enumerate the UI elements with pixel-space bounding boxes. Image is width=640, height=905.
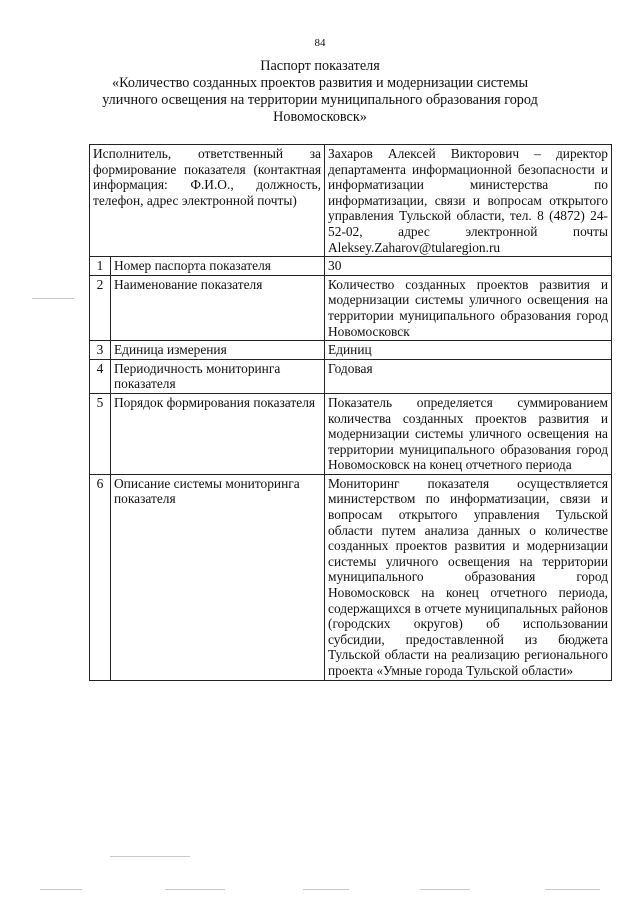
title-line: Новомосковск» [273,109,367,125]
scan-artifact [110,856,190,857]
table-row [90,275,612,340]
row-label: Единица измерения [111,341,325,360]
row-value: Количество созданных проектов развития и модернизации системы уличного освещения на территории муниципального образования город Новомосковск [325,275,612,340]
executor-contact: Захаров Алексей Викторович – директор департамента информационной безопасности и информатизации министерства по информатизации, связи и вопросам открытого управления Тульской области, тел. 8 (4872) 24-52-02, адрес электронной почты Aleksey.Zaharov@tularegion.ru [325,145,612,257]
scan-artifact [420,889,470,890]
row-number: 4 [90,359,111,393]
scan-artifact [40,889,82,890]
executor-label: Исполнитель, ответственный за формирование показателя (контактная информация: Ф.И.О., должность, телефон, адрес электронной почты) [90,145,325,257]
row-number: 3 [90,341,111,360]
table-row [90,257,612,276]
row-value: Показатель определяется суммированием количества созданных проектов развития и модернизации системы уличного освещения на территории муниципального образования город Новомосковск на конец отчетного периода [325,393,612,474]
table-row [90,393,612,474]
row-number: 2 [90,275,111,340]
row-value: 30 [325,257,612,276]
row-number: 5 [90,393,111,474]
row-number: 1 [90,257,111,276]
row-value: Мониторинг показателя осуществляется министерством по информатизации, связи и вопросам открытого управления Тульской области путем анализа данных о количестве созданных проектов развития и модернизации системы уличного освещения на территории муниципального образования город Новомосковск на конец отчетного периода, содержащихся в отчете муниципальных районов (городских округов) об использовании субсидии, предоставленной из бюджета Тульской области на реализацию регионального проекта «Умные города Тульской области» [325,474,612,680]
document-title [60,58,580,126]
table-row [90,474,612,680]
table-row-executor [90,145,612,257]
scan-artifact [165,889,225,890]
row-label: Порядок формирования показателя [111,393,325,474]
row-number: 6 [90,474,111,680]
table-row [90,359,612,393]
page-number: 84 [314,37,326,49]
title-line: уличного освещения на территории муниципального образования город [102,92,538,108]
row-label: Номер паспорта показателя [111,257,325,276]
row-value: Годовая [325,359,612,393]
row-label: Описание системы мониторинга показателя [111,474,325,680]
row-label: Наименование показателя [111,275,325,340]
title-line: «Количество созданных проектов развития и модернизации системы [111,75,529,91]
scan-artifact [32,298,74,299]
passport-table [89,144,612,681]
row-label: Периодичность мониторинга показателя [111,359,325,393]
row-value: Единиц [325,341,612,360]
scan-artifact [545,889,600,890]
scan-artifact [303,889,349,890]
title-line: Паспорт показателя [260,58,380,74]
table-row [90,341,612,360]
